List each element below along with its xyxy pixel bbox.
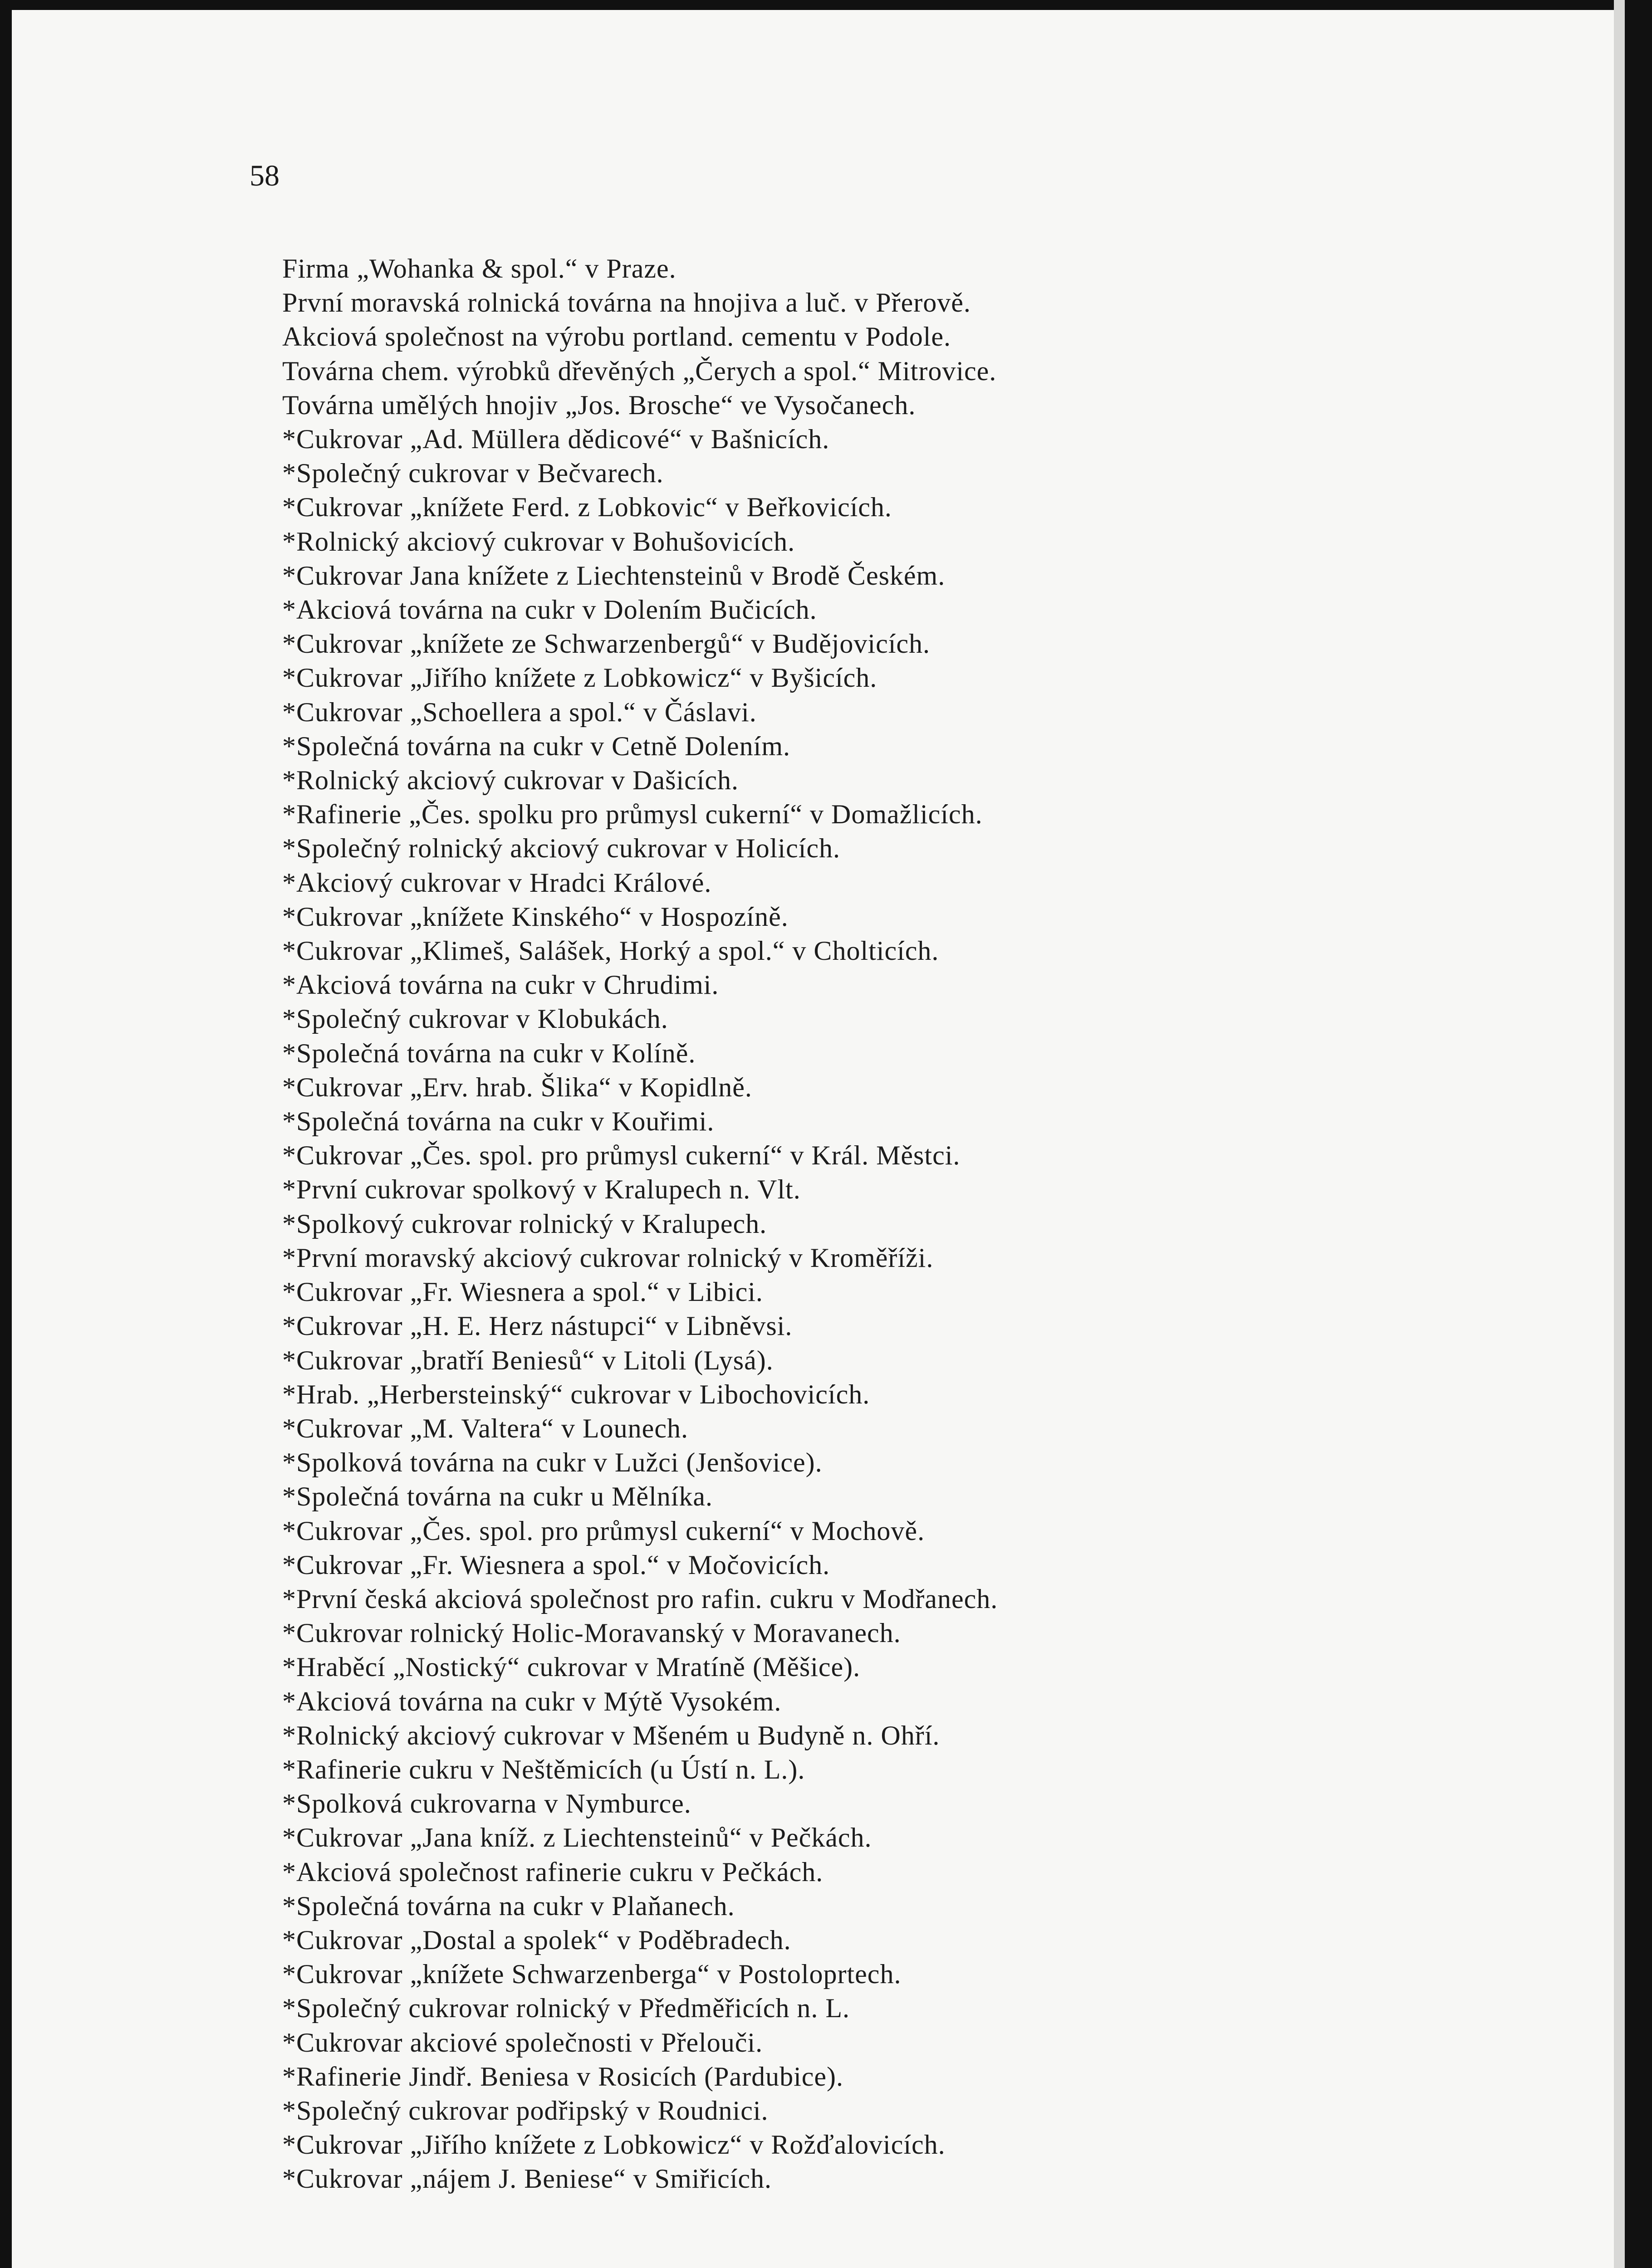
list-item: *Cukrovar „Schoellera a spol.“ v Čáslavi. — [282, 697, 757, 727]
list-item: *Cukrovar Jana knížete z Liechtensteinů v Brodě Českém. — [282, 560, 946, 591]
list-item: *Cukrovar „knížete Kinského“ v Hospozíně. — [282, 901, 789, 932]
list-item: *Cukrovar „Ad. Müllera dědicové“ v Bašnicích. — [282, 424, 830, 455]
list-item: *Spolkový cukrovar rolnický v Kralupech. — [282, 1208, 767, 1239]
page-number: 58 — [250, 159, 279, 192]
list-item: *Rafinerie Jindř. Beniesa v Rosicích (Pardubice). — [282, 2061, 843, 2092]
list-item: *Cukrovar „nájem J. Beniese“ v Smiřicích. — [282, 2164, 772, 2194]
list-item: *Cukrovar „Fr. Wiesnera a spol.“ v Libici. — [282, 1277, 763, 1307]
list-item: *Cukrovar „Erv. hrab. Šlika“ v Kopidlně. — [282, 1072, 752, 1102]
list-item: *Rafinerie cukru v Neštěmicích (u Ústí n. L.). — [282, 1754, 805, 1784]
list-item: *Hrab. „Herbersteinský“ cukrovar v Libochovicích. — [282, 1379, 870, 1409]
list-item: *První cukrovar spolkový v Kralupech n. Vlt. — [282, 1174, 801, 1205]
scan-border-right-shadow — [1614, 0, 1625, 2268]
list-item: *Společný rolnický akciový cukrovar v Holicích. — [282, 833, 841, 864]
list-item: *Cukrovar „Jana kníž. z Liechtensteinů“ v Pečkách. — [282, 1823, 872, 1853]
list-item: *Cukrovar „Klimeš, Salášek, Horký a spol.“ v Cholticích. — [282, 936, 939, 966]
scan-border-left — [0, 0, 12, 2268]
list-item: *První česká akciová společnost pro rafin. cukru v Modřanech. — [282, 1584, 998, 1614]
list-item: Akciová společnost na výrobu portland. cementu v Podole. — [282, 322, 951, 352]
list-item: *Cukrovar „H. E. Herz nástupci“ v Libněvsi. — [282, 1311, 793, 1341]
list-item: *Akciový cukrovar v Hradci Králové. — [282, 867, 712, 898]
list-item: *Společná továrna na cukr v Kouřimi. — [282, 1106, 715, 1137]
scan-border-top — [0, 0, 1652, 10]
list-item: *Cukrovar „Čes. spol. pro průmysl cukerní“ v Král. Městci. — [282, 1140, 961, 1171]
list-item: *Rafinerie „Čes. spolku pro průmysl cukerní“ v Domažlicích. — [282, 799, 983, 830]
list-item: *Cukrovar „knížete Ferd. z Lobkovic“ v Beřkovicích. — [282, 492, 892, 523]
list-item: *Společná továrna na cukr v Cetně Dolením. — [282, 731, 791, 761]
list-item: *Cukrovar „knížete Schwarzenberga“ v Postoloprtech. — [282, 1959, 902, 1989]
list-item: *Cukrovar „Čes. spol. pro průmysl cukerní“ v Mochově. — [282, 1515, 925, 1546]
scan-border-right — [1625, 0, 1652, 2268]
list-item: *Hraběcí „Nostický“ cukrovar v Mratíně (Měšice). — [282, 1652, 861, 1682]
list-item: *Cukrovar „Jiřího knížete z Lobkowicz“ v Byšicích. — [282, 663, 877, 693]
list-item: *Akciová továrna na cukr v Dolením Bučicích. — [282, 595, 817, 625]
list-item: *Cukrovar „Fr. Wiesnera a spol.“ v Močovicích. — [282, 1549, 830, 1580]
list-item: *Cukrovar „knížete ze Schwarzenbergů“ v Budějovicích. — [282, 629, 931, 659]
list-item: *Společná továrna na cukr v Kolíně. — [282, 1038, 696, 1068]
list-item: *Společný cukrovar v Klobukách. — [282, 1004, 668, 1034]
list-item: *Rolnický akciový cukrovar v Dašicích. — [282, 765, 739, 796]
list-item: *Rolnický akciový cukrovar v Mšeném u Budyně n. Ohří. — [282, 1720, 940, 1750]
list-item: *Akciová společnost rafinerie cukru v Pečkách. — [282, 1857, 824, 1887]
list-item: *Společný cukrovar rolnický v Předměřicích n. L. — [282, 1993, 850, 2024]
list-item: *Cukrovar „Dostal a spolek“ v Poděbradech. — [282, 1925, 791, 1955]
list-item: *Akciová továrna na cukr v Mýtě Vysokém. — [282, 1686, 782, 1716]
list-item: *Cukrovar akciové společnosti v Přelouči. — [282, 2027, 763, 2058]
list-item: Firma „Wohanka & spol.“ v Praze. — [282, 254, 676, 284]
list-item: *Společný cukrovar v Bečvarech. — [282, 458, 664, 489]
list-item: *Společný cukrovar podřipský v Roudnici. — [282, 2095, 769, 2126]
list-item: *Cukrovar rolnický Holic-Moravanský v Moravanech. — [282, 1618, 901, 1648]
list-item: *Cukrovar „Jiřího knížete z Lobkowicz“ v Rožďalovicích. — [282, 2130, 946, 2160]
list-item: *Společná továrna na cukr u Mělníka. — [282, 1481, 713, 1512]
list-item: *Cukrovar „bratří Beniesů“ v Litoli (Lysá). — [282, 1345, 774, 1375]
list-item: *První moravský akciový cukrovar rolnický v Kroměříži. — [282, 1242, 934, 1273]
list-item: *Akciová továrna na cukr v Chrudimi. — [282, 970, 719, 1000]
list-item: *Rolnický akciový cukrovar v Bohušovicích. — [282, 526, 795, 557]
list-item: *Společná továrna na cukr v Plaňanech. — [282, 1891, 735, 1921]
list-item: *Spolková cukrovarna v Nymburce. — [282, 1789, 691, 1819]
list-item: První moravská rolnická továrna na hnojiva a luč. v Přerově. — [282, 288, 971, 318]
list-item: Továrna umělých hnojiv „Jos. Brosche“ ve Vysočanech. — [282, 390, 916, 420]
list-item: *Cukrovar „M. Valtera“ v Lounech. — [282, 1413, 688, 1443]
list-item: Továrna chem. výrobků dřevěných „Čerych a spol.“ Mitrovice. — [282, 356, 997, 386]
company-list — [282, 252, 1516, 2196]
list-item: *Spolková továrna na cukr v Lužci (Jenšovice). — [282, 1447, 823, 1478]
